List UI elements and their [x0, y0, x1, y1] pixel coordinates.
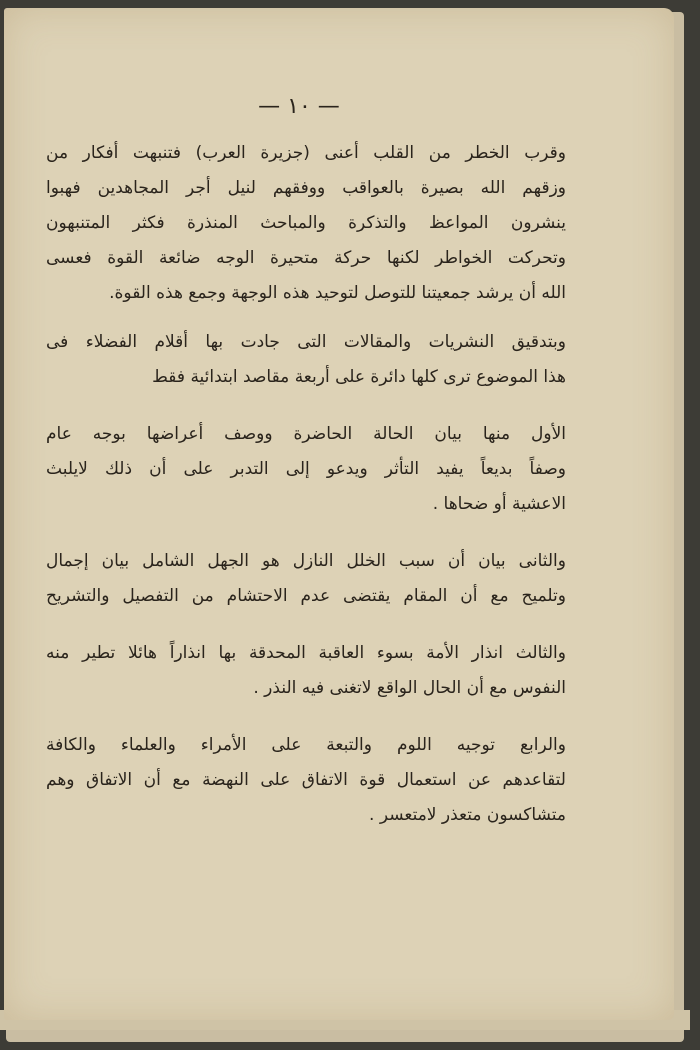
text-line: هذا الموضوع ترى كلها دائرة على أربعة مقاصد ابتدائية فقط — [152, 367, 566, 387]
text-line: الاعشية أو ضحاها . — [432, 494, 566, 514]
text-line: وبتدقيق النشريات والمقالات التى جادت بها أقلام الفضلاء فى — [46, 332, 566, 352]
text-line: النفوس مع أن الحال الواقع لاتغنى فيه النذر . — [253, 678, 566, 698]
text-line: والثالث انذار الأمة بسوء العاقبة المحدقة بها انذاراً هائلا تطير منه — [46, 643, 566, 663]
text-line: لتقاعدهم عن استعمال قوة الاتفاق على النهضة مع أن الاتفاق وهم — [46, 770, 566, 790]
book-page — [4, 8, 674, 1020]
text-line: وتحركت الخواطر لكنها حركة متحيرة الوجه ضائعة القوة فعسى — [46, 248, 566, 268]
text-line: والرابع توجيه اللوم والتبعة على الأمراء والعلماء والكافة — [46, 735, 566, 755]
page-number: — ١٠ — — [258, 94, 340, 119]
text-line: ينشرون المواعظ والتذكرة والمباحث المنذرة فكثر المتنبهون — [46, 213, 566, 233]
text-line: وزقهم الله بصيرة بالعواقب ووفقهم لنيل أجر المجاهدين فهبوا — [46, 178, 566, 198]
paragraph-6 — [46, 728, 566, 833]
text-line: وتلميح مع أن المقام يقتضى عدم الاحتشام من التفصيل والتشريح — [46, 586, 566, 606]
text-line: الله أن يرشد جمعيتنا للتوصل لتوحيد هذه الوجهة وجمع هذه القوة. — [109, 283, 566, 303]
paragraph-3 — [46, 417, 566, 522]
text-line: الأول منها بيان الحالة الحاضرة ووصف أعراضها بوجه عام — [46, 424, 566, 444]
page-text — [46, 136, 566, 833]
text-line: والثانى بيان أن سبب الخلل النازل هو الجهل الشامل بيان إجمال — [46, 551, 566, 571]
text-line: وقرب الخطر من القلب أعنى (جزيرة العرب) فتنبهت أفكار من — [46, 143, 566, 163]
text-line: وصفاً بديعاً يفيد التأثر ويدعو إلى التدبر على أن ذلك لايلبث — [46, 459, 566, 479]
paragraph-2 — [46, 325, 566, 395]
text-line: متشاكسون متعذر لامتعسر . — [369, 805, 566, 825]
paragraph-5 — [46, 636, 566, 706]
paragraph-4 — [46, 544, 566, 614]
paragraph-1 — [46, 136, 566, 311]
